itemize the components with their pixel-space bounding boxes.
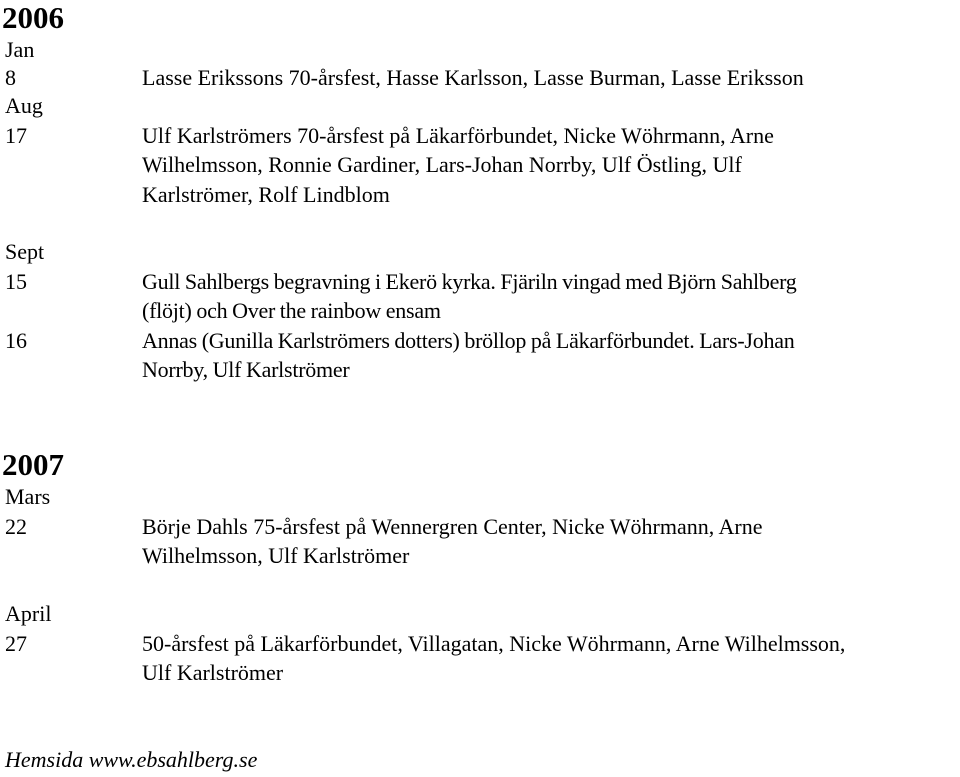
- homepage-link[interactable]: Hemsida www.ebsahlberg.se: [5, 747, 258, 772]
- event-text-line: Karlströmer, Rolf Lindblom: [142, 182, 390, 207]
- event-day: 16: [5, 328, 27, 353]
- month-label-mars: Mars: [5, 484, 51, 509]
- month-label-sept: Sept: [5, 239, 45, 264]
- year-heading-2006: 2006: [2, 0, 64, 35]
- event-day: 8: [5, 65, 16, 90]
- event-day: 15: [5, 269, 27, 294]
- event-text-line: Ulf Karlströmer: [142, 660, 284, 685]
- year-heading-2007: 2007: [2, 447, 64, 482]
- event-text-line: Wilhelmsson, Ulf Karlströmer: [142, 543, 410, 568]
- event-text-line: Norrby, Ulf Karlströmer: [142, 357, 350, 382]
- event-text-line: Gull Sahlbergs begravning i Ekerö kyrka. Fjäriln vingad med Björn Sahlberg: [142, 269, 797, 294]
- event-text-line: (flöjt) och Over the rainbow ensam: [142, 298, 441, 323]
- month-label-aug: Aug: [5, 93, 43, 118]
- event-text-line: Wilhelmsson, Ronnie Gardiner, Lars-Johan Norrby, Ulf Östling, Ulf: [142, 152, 742, 177]
- event-text-line: Lasse Erikssons 70-årsfest, Hasse Karlsson, Lasse Burman, Lasse Eriksson: [142, 65, 804, 90]
- month-label-april: April: [5, 601, 52, 626]
- event-day: 17: [5, 123, 27, 148]
- event-text-line: 50-årsfest på Läkarförbundet, Villagatan, Nicke Wöhrmann, Arne Wilhelmsson,: [142, 631, 846, 656]
- event-text-line: Annas (Gunilla Karlströmers dotters) bröllop på Läkarförbundet. Lars-Johan: [142, 328, 795, 353]
- event-day: 27: [5, 631, 27, 656]
- month-label-jan: Jan: [5, 37, 35, 62]
- event-text-line: Ulf Karlströmers 70-årsfest på Läkarförbundet, Nicke Wöhrmann, Arne: [142, 123, 774, 148]
- event-day: 22: [5, 514, 27, 539]
- event-text-line: Börje Dahls 75-årsfest på Wennergren Center, Nicke Wöhrmann, Arne: [142, 514, 763, 539]
